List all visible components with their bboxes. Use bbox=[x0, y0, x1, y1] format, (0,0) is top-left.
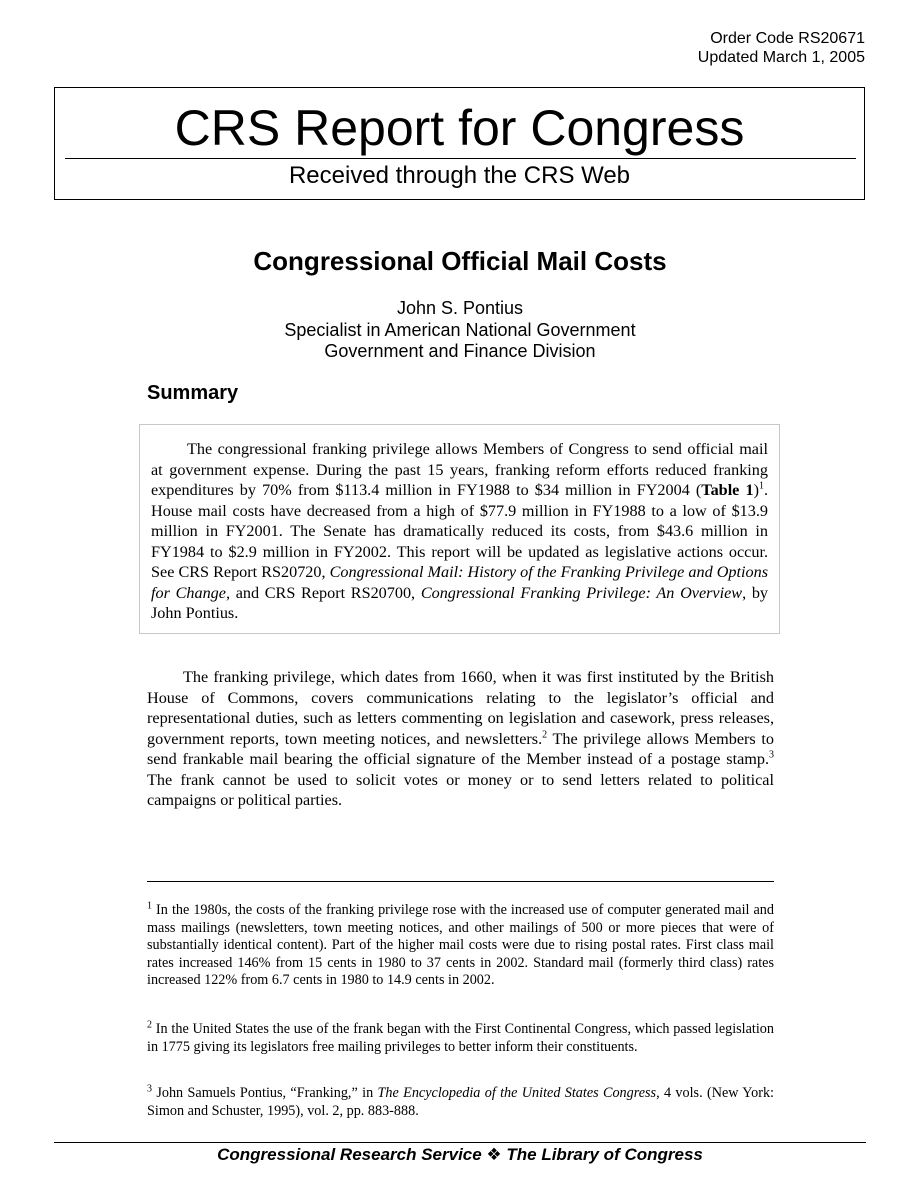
footnote-divider bbox=[147, 881, 774, 882]
footnote-1-text: In the 1980s, the costs of the franking privilege rose with the increased use of computer generated mail and mass mailings (newsletters, town meeting notices, and other mailings of 500 or more pieces that were of substantially identical content). Part of the higher mail costs were due to rising postal rates. First class mail rates increased 146% from 15 cents in 1980 to 37 cents in 2002. Standard mail (formerly third class) rates increased 122% from 6.7 cents in 1980 to 14.9 cents in 2002. bbox=[147, 902, 774, 989]
footnote-2-text: In the United States the use of the frank began with the First Continental Congress, which passed legislation in 1775 giving its legislators free mailing privileges to better inform their constituents. bbox=[147, 1021, 774, 1055]
report-title: Congressional Official Mail Costs bbox=[253, 246, 667, 276]
footnote-ref-2: 2 bbox=[542, 729, 548, 741]
body-text-a: The franking privilege, which dates from 1660, when it was first instituted by the British House of Commons, covers communications relating to the legislator’s official and representational duties, such as letters commenting on legislation and casework, press releases, government reports, town meeting notices, and newsletters. bbox=[147, 668, 774, 748]
summary-text-b: ) bbox=[753, 481, 759, 499]
summary-text-c: . House mail costs have decreased from a high of $77.9 million in FY1988 to a low of $13.9 million in FY2001. The Senate has dramatically reduced its costs, from $43.6 million in FY1984 to $2.9 million in FY2002. This report will be updated as legislative actions occur. See CRS Report RS20720, bbox=[151, 481, 768, 581]
summary-text-d: and CRS Report RS20700, bbox=[230, 583, 421, 602]
footnote-3-book-title: The Encyclopedia of the United States Congress bbox=[377, 1085, 657, 1101]
updated-date: Updated March 1, 2005 bbox=[697, 49, 865, 66]
summary-text-e: , by John Pontius. bbox=[151, 583, 769, 622]
order-info bbox=[698, 29, 865, 67]
footnote-3-number: 3 bbox=[147, 1083, 152, 1095]
footnote-1 bbox=[147, 902, 774, 990]
author-name: John S. Pontius bbox=[396, 298, 524, 318]
reference-title-rs20720: Congressional Mail: History of the Franking Privilege and Options for Change, bbox=[151, 563, 768, 602]
crs-banner bbox=[54, 87, 865, 200]
footnote-2-number: 2 bbox=[147, 1019, 152, 1031]
summary-text-a: The congressional franking privilege allows Members of Congress to send official mail at government expense. During the past 15 years, franking reform efforts reduced franking expenditures by 70% from $113.4 million in FY1988 to $34 million in FY2004 ( bbox=[151, 440, 768, 499]
summary-heading: Summary bbox=[147, 382, 239, 404]
table-reference: Table 1 bbox=[701, 481, 754, 499]
reference-title-rs20700: Congressional Franking Privilege: An Overview bbox=[420, 583, 743, 602]
footnote-1-number: 1 bbox=[147, 900, 152, 912]
footnote-3 bbox=[147, 1085, 774, 1120]
author-block bbox=[0, 298, 920, 363]
order-code: Order Code RS20671 bbox=[710, 30, 865, 47]
author-role: Specialist in American National Government bbox=[284, 319, 636, 340]
footer-divider bbox=[54, 1142, 866, 1143]
author-division: Government and Finance Division bbox=[324, 341, 596, 361]
summary-paragraph bbox=[151, 439, 768, 624]
footnote-3-text-b: , 4 vols. (New York: Simon and Schuster, 1995), vol. 2, pp. 883-888. bbox=[147, 1085, 774, 1119]
footnote-ref-1: 1 bbox=[758, 480, 764, 492]
body-text-b: The privilege allows Members to send frankable mail bearing the official signature of the Member instead of a postage stamp. bbox=[147, 729, 774, 768]
body-text-c: The frank cannot be used to solicit votes or money or to send letters related to political campaigns or political parties. bbox=[147, 770, 774, 809]
page-footer: Congressional Research Service ❖ The Library of Congress bbox=[217, 1145, 703, 1164]
banner-title: CRS Report for Congress bbox=[174, 100, 745, 156]
footnote-3-text-a: John Samuels Pontius, “Franking,” in bbox=[152, 1085, 378, 1101]
summary-box bbox=[139, 424, 780, 634]
footnote-ref-3: 3 bbox=[769, 749, 774, 761]
footnote-2 bbox=[147, 1021, 774, 1056]
body-paragraph bbox=[147, 667, 774, 811]
banner-subtitle: Received through the CRS Web bbox=[288, 162, 631, 189]
banner-divider bbox=[65, 158, 856, 159]
